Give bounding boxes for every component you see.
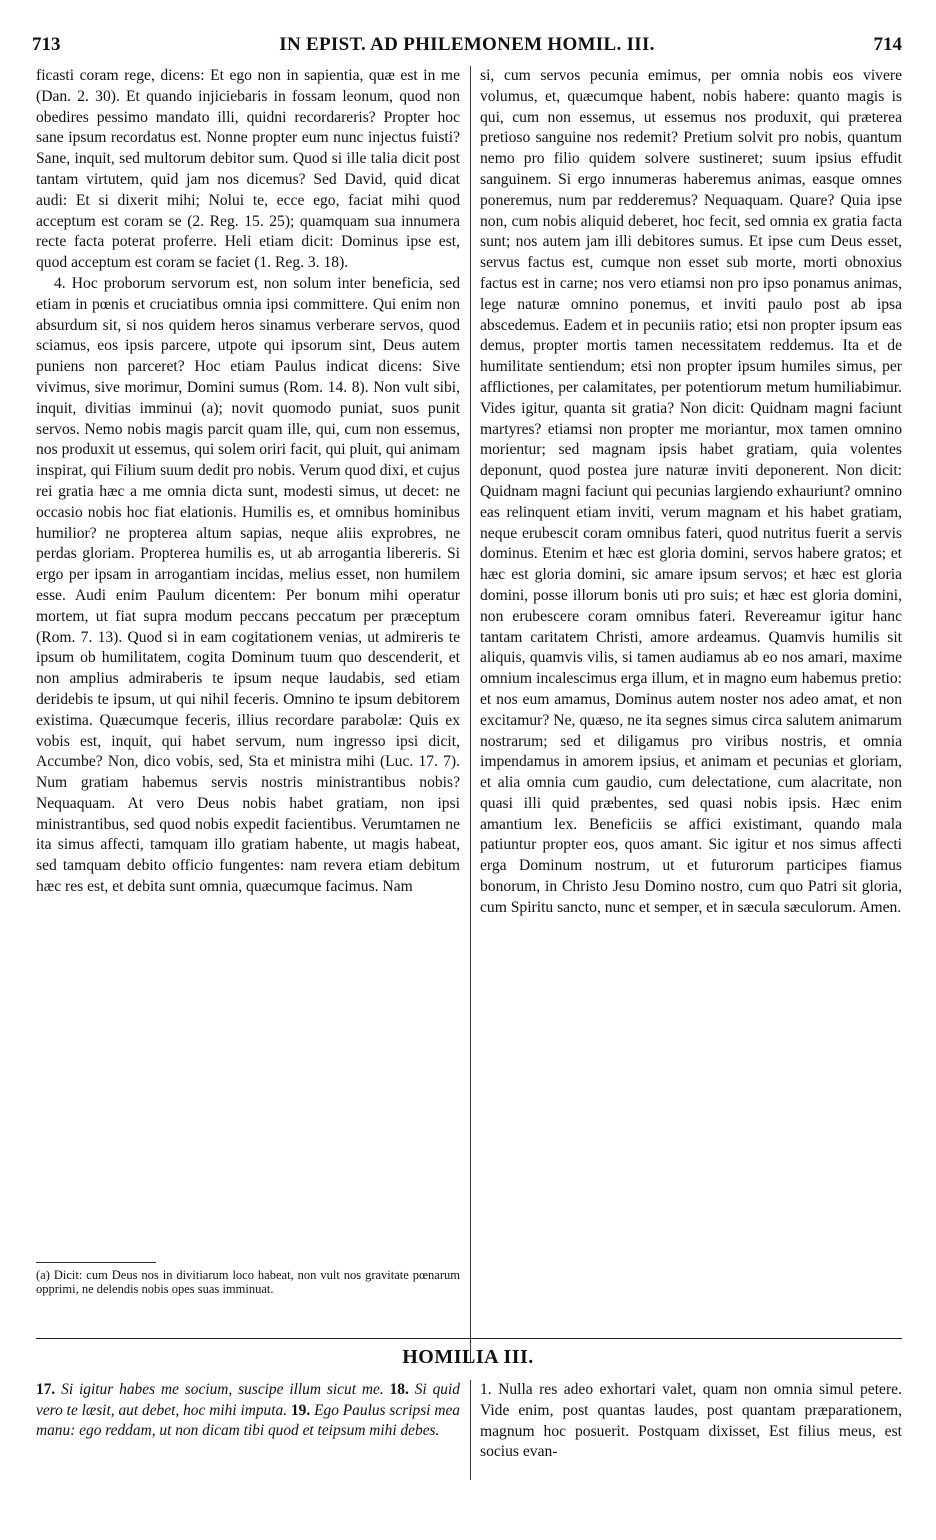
verse-number: 17. <box>36 1381 56 1398</box>
running-title: IN EPIST. AD PHILEMONEM HOMIL. III. <box>279 34 655 55</box>
verse-text: Si igitur habes me socium, suscipe illum sicut me. <box>61 1381 384 1398</box>
footnote-rule <box>36 1262 156 1263</box>
left-paragraph-2: 4. Hoc proborum servorum est, non solum inter beneficia, sed etiam in pœnis et cruciatibus omnia ipsi committere. Qui enim non absurdum sit, si nos quidem heros sinamus verberare servos, quod sciamus, eos ipsis parcere, utpote qui ipsorum sint, Deus autem puniens non parceret? Hoc etiam Paulus indicat dicens: Sive vivimus, sive morimur, Domini sumus (Rom. 14. 8). Non vult sibi, inquit, divitias imminui (a); novit quomodo puniat, suos punit servos. Nemo nobis magis parcit quam ille, qui, cum non essemus, nos produxit ut essemus, qui solem oriri facit, qui pluit, qui animam inspirat, qui Filium suum dedit pro nobis. Verum quod dixi, et cujus rei gratia hæc a me omnia dicta sunt, modesti simus, ut decet: ne occasio nobis hoc fiat elationis. Humilis es, et omnibus hominibus humilior? ne propterea altum sapias, neque aliis exprobres, ne perdas gloriam. Propterea humilis es, ut ab arrogantia libereris. Si ergo per ipsam in arrogantiam incidas, melius esset, non humilem esse. Audi enim Paulum dicentem: Per bonum mihi operatur mortem, ut fiat supra modum peccans peccatum per præceptum (Rom. 7. 13). Quod si in eam cogitationem venias, ut admireris te ipsum ob humilitatem, cogita Dominum tuum quo descenderit, et non amplius admiraberis te ipsum neque laudabis, sed etiam deridebis te ipsum, ut qui nihil feceris. Omnino te ipsum debitorem existima. Quæcumque feceris, illius recordare parabolæ: Quis ex vobis est, inquit, qui habet servum, num ingresso ipsi dicit, Accumbe? Non, dico vobis, sed, Sta et ministra mihi (Luc. 17. 7). Num gratiam habemus servis nostris ministrantibus nobis? Nequaquam. At vero Deus nobis habet gratiam, non ipsi ministrantibus, sed quod nobis expedit facientibus. Verumtamen ne ita simus affecti, tamquam illo gratiam habente, ut magis habeat, sed tamquam debito officio fungentes: nam revera etiam debitum hæc res est, et debita sunt omnia, quæcumque facimus. Nam <box>36 274 460 896</box>
running-header <box>32 34 902 58</box>
verse-number: 19. <box>290 1401 311 1419</box>
section-rule <box>36 1338 902 1339</box>
verses-block <box>36 1380 460 1442</box>
homily-intro: 1. Nulla res adeo exhortari valet, quam non omnia simul petere. Vide enim, post quantas laudes, post quantam præparationem, magnum hoc posuerit. Postquam dixisset, Est filius meus, est socius evan- <box>480 1381 902 1461</box>
section-title: HOMILIA III. <box>402 1346 534 1368</box>
left-page-number: 713 <box>32 34 61 55</box>
verse-text: Si quid vero te læsit, aut debet, hoc mihi imputa. <box>36 1381 460 1419</box>
footnote: (a) Dicit: cum Deus nos in divitiarum loco habeat, non vult nos gravitate pœnarum opprimi, ne delendis nobis opes suas imminuat. <box>36 1268 460 1296</box>
left-paragraph-1: ficasti coram rege, dicens: Et ego non in sapientia, quæ est in me (Dan. 2. 30). Et quando injiciebaris in fossam leonum, quod non obedires pessimo mandato illi, quidni recordareris? Propter hoc sane ipsum recordatus est. Nonne propter eum nunc injectus fuisti? Sane, inquit, sed multorum debitor sum. Quod si ille talia dicit post tantam virtutem, quid jam nos dicemus? Sed David, quid dicat audi: Et si dixerit mihi; Nolui te, ecce ego, faciat mihi quod acceptum est coram se (2. Reg. 15. 25); quamquam sua innumera recte facta poterat proferre. Heli etiam dicit: Dominus ipse est, quod acceptum est coram se faciet (1. Reg. 3. 18). <box>36 67 460 272</box>
left-column <box>36 66 460 898</box>
column-divider-lower <box>470 1380 471 1480</box>
right-column <box>480 66 902 919</box>
verse-text: Ego Paulus scripsi mea manu: ego reddam, ut non dicam tibi quod et teipsum mihi debes. <box>36 1401 460 1439</box>
right-page-number: 714 <box>873 34 902 55</box>
right-paragraph-1: si, cum servos pecunia emimus, per omnia nobis eos vivere volumus, et, quæcumque habent, nobis habere: quanto magis is qui, cum non essemus, ut essemus nos produxit, qui præterea pretioso sanguine nos redemit? Pretium solvit pro nobis, quantum nemo pro filio quidem solvere sustineret; suum ipsius effudit sanguinem. Si ergo innumeras haberemus animas, easque omnes poneremus, num par redderemus? Nequaquam. Quare? Quia ipse non, cum nobis aliquid deberet, hoc fecit, sed omnia ex gratia facta sunt; nos autem jam illi debitores sumus. Et ipse cum Deus esset, servus factus est, cumque non esset sub morte, morti obnoxius factus est in carne; nos vero etiamsi non pro ipso ponamus animas, lege naturæ omnino ponemus, et inviti paulo post ab ipsa abscedemus. Eadem et in pecuniis ratio; etsi non propter ipsum eas demus, propter mortis tamen necessitatem reddemus. Ita et de humilitate sentiendum; etsi non propter ipsum humiles simus, per afflictiones, per calamitates, per potentiorum metum humiliabimur. Vides igitur, quanta sit gratia? Non dicit: Quidnam magni faciunt martyres? etiamsi non propter me moriantur, mox tamen omnino morientur; sed magnam ipsis habet gratiam, quia volentes deponunt, quod postea jure naturæ inviti deponerent. Non dicit: Quidnam magni faciunt qui pecunias largiendo exhauriunt? omnino eas relinquent etiam inviti, verum magnam et his habet gratiam, neque erubescit coram omnibus fateri, quod nutritus fuerit a servis dominus. Etenim et hæc est gloria domini, servos habere gratos; et hæc est gloria domini, sic amare ipsum servos; et hæc est gloria domini, posse illorum bonis uti pro suis; et hæc est gloria domini, non erubescere coram omnibus fateri. Revereamur igitur hanc tantam caritatem Christi, amore ardeamus. Quamvis humilis sit aliquis, quamvis vilis, si tamen audiamus ab eo nos amari, maxime omnium incalescimus erga illum, et in magno eum habemus pretio: et nos eum amamus, Dominus autem noster nos adeo amat, et non excitamur? Ne, quæso, ne ita segnes simus circa salutem animarum nostrarum; sed et diligamus pro viribus nostris, et omnia impendamus in amorem ipsius, et animam et pecunias et gloriam, et alia omnia cum gaudio, cum delectatione, cum alacritate, non quasi illi quid præbentes, sed quasi nobis ipsis. Hæc enim amantium lex. Beneficiis se affici existimant, quando mala patiuntur propter eos, quos amant. Sic igitur et nos simus affecti erga Dominum nostrum, ut et futurorum participes fiamus bonorum, in Christo Jesu Domino nostro, cum quo Patri sit gloria, cum Spiritu sancto, nunc et semper, et in sæcula sæculorum. Amen. <box>480 67 902 916</box>
column-divider <box>470 66 471 1362</box>
verse-number: 18. <box>389 1381 409 1398</box>
